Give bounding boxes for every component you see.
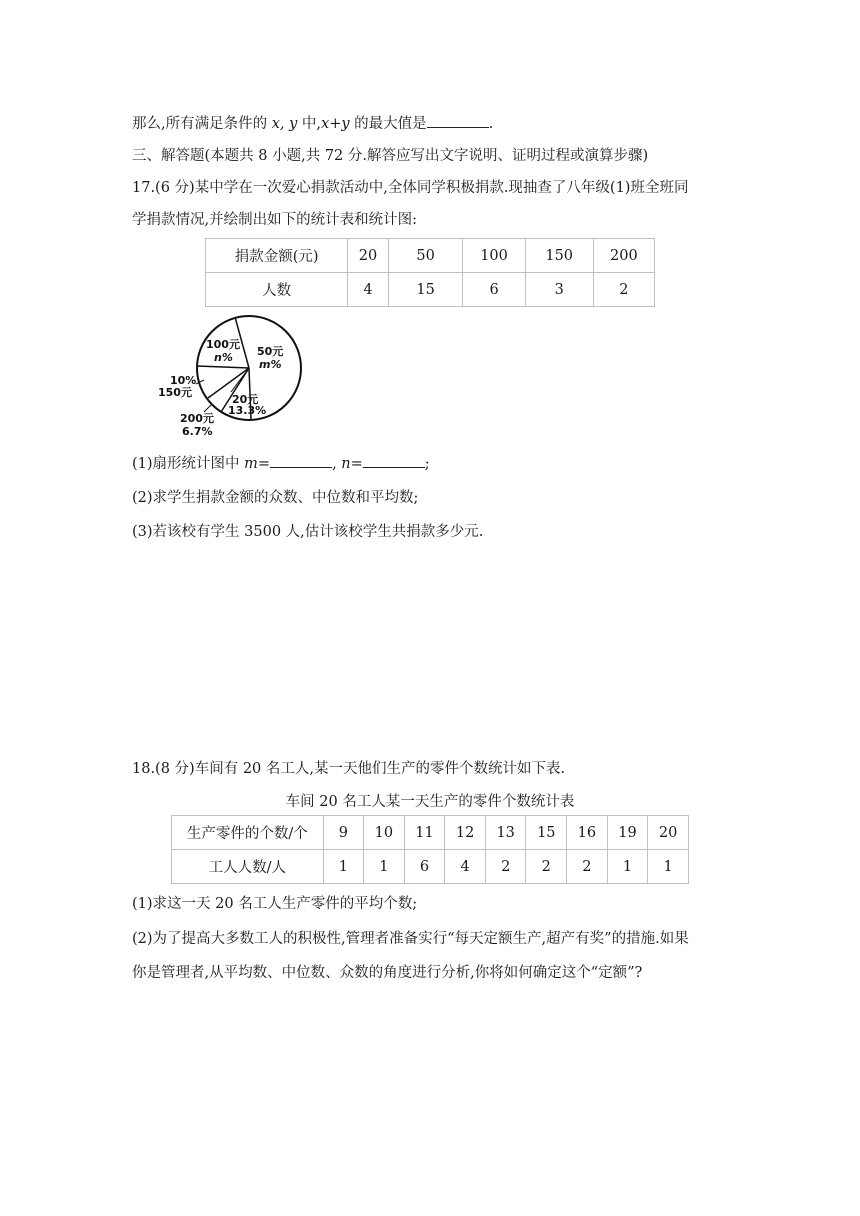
table-cell: 16 [567, 816, 608, 850]
math-var: x, y [271, 116, 298, 132]
table-cell: 20 [648, 816, 689, 850]
table-cell: 15 [388, 273, 463, 307]
q18-stem: 18.(8 分)车间有 20 名工人,某一天他们生产的零件个数统计如下表. [132, 761, 566, 777]
donation-table [205, 238, 655, 307]
table-cell: 1 [364, 850, 405, 884]
table-cell: 6 [404, 850, 445, 884]
q17-sub2: (2)求学生捐款金额的众数、中位数和平均数; [132, 490, 419, 506]
table-cell: 2 [485, 850, 526, 884]
q17-stem-line2: 学捐款情况,并绘制出如下的统计表和统计图: [132, 212, 417, 228]
previous-question-tail [132, 112, 493, 133]
table-cell: 4 [348, 273, 389, 307]
q18-sub2-line1: (2)为了提高大多数工人的积极性,管理者准备实行“每天定额生产,超产有奖”的措施.如果 [132, 931, 689, 947]
pie-label-50: 50元 [257, 345, 284, 358]
table-cell: 3 [525, 273, 593, 307]
pie-label-m: m% [259, 358, 282, 371]
q17-sub3: (3)若该校有学生 3500 人,估计该校学生共捐款多少元. [132, 524, 484, 540]
math-var: n [341, 456, 351, 472]
table-cell: 15 [526, 816, 567, 850]
table-cell: 2 [526, 850, 567, 884]
q18-sub2-line2: 你是管理者,从平均数、中位数、众数的角度进行分析,你将如何确定这个“定额”? [132, 965, 643, 981]
answer-blank [270, 453, 332, 468]
table-cell: 200 [593, 239, 654, 273]
text-segment: 中, [297, 116, 322, 132]
section-heading: 三、解答题(本题共 8 小题,共 72 分.解答应写出文字说明、证明过程或演算步骤) [132, 148, 649, 164]
pie-label-6-7: 6.7% [182, 425, 213, 438]
table-cell: 11 [404, 816, 445, 850]
answer-blank [427, 113, 489, 128]
q17-stem-line1: 17.(6 分)某中学在一次爱心捐款活动中,全体同学积极捐款.现抽查了八年级(1)班全班同 [132, 180, 689, 196]
text-segment: = [257, 456, 271, 472]
table-cell: 2 [567, 850, 608, 884]
table-cell: 20 [348, 239, 389, 273]
q17-sub1 [132, 452, 430, 473]
pie-label-100: 100元 [206, 338, 240, 351]
table-header-label: 捐款金额(元) [206, 239, 348, 273]
table-cell: 4 [445, 850, 486, 884]
text-segment: ; [424, 456, 430, 472]
pie-label-200: 200元 [180, 412, 214, 425]
table-cell: 19 [607, 816, 648, 850]
table-header-label: 生产零件的个数/个 [172, 816, 324, 850]
pie-label-n: n% [214, 351, 233, 364]
pie-divider [197, 366, 249, 368]
text-segment: , [332, 456, 342, 472]
pie-label-150: 150元 [158, 386, 192, 399]
table-cell: 1 [607, 850, 648, 884]
q18-table-caption: 车间 20 名工人某一天生产的零件个数统计表 [285, 794, 575, 810]
table-cell: 9 [323, 816, 363, 850]
table-cell: 1 [323, 850, 363, 884]
pie-label-20: 20元 [232, 393, 259, 406]
table-cell: 50 [388, 239, 463, 273]
table-cell: 2 [593, 273, 654, 307]
table-cell: 150 [525, 239, 593, 273]
text-segment: (1)扇形统计图中 [132, 456, 245, 472]
q18-sub1: (1)求这一天 20 名工人生产零件的平均个数; [132, 896, 418, 912]
table-row-label: 人数 [206, 273, 348, 307]
table-row-label: 工人人数/人 [172, 850, 324, 884]
table-cell: 10 [364, 816, 405, 850]
text-segment: . [488, 116, 494, 132]
text-segment: 的最大值是 [349, 116, 427, 132]
pie-label-10pct: 10% [170, 374, 197, 387]
text-segment: 那么,所有满足条件的 [132, 116, 272, 132]
table-cell: 1 [648, 850, 689, 884]
parts-table [171, 815, 689, 884]
table-cell: 6 [463, 273, 525, 307]
table-cell: 100 [463, 239, 525, 273]
answer-blank [363, 453, 425, 468]
table-cell: 12 [445, 816, 486, 850]
label-pointer [204, 404, 212, 412]
math-var: x+y [321, 116, 350, 132]
donation-pie-chart [150, 312, 310, 442]
pie-label-13-3: 13.3% [228, 404, 267, 417]
text-segment: = [350, 456, 363, 472]
math-var: m [244, 456, 258, 472]
table-cell: 13 [485, 816, 526, 850]
